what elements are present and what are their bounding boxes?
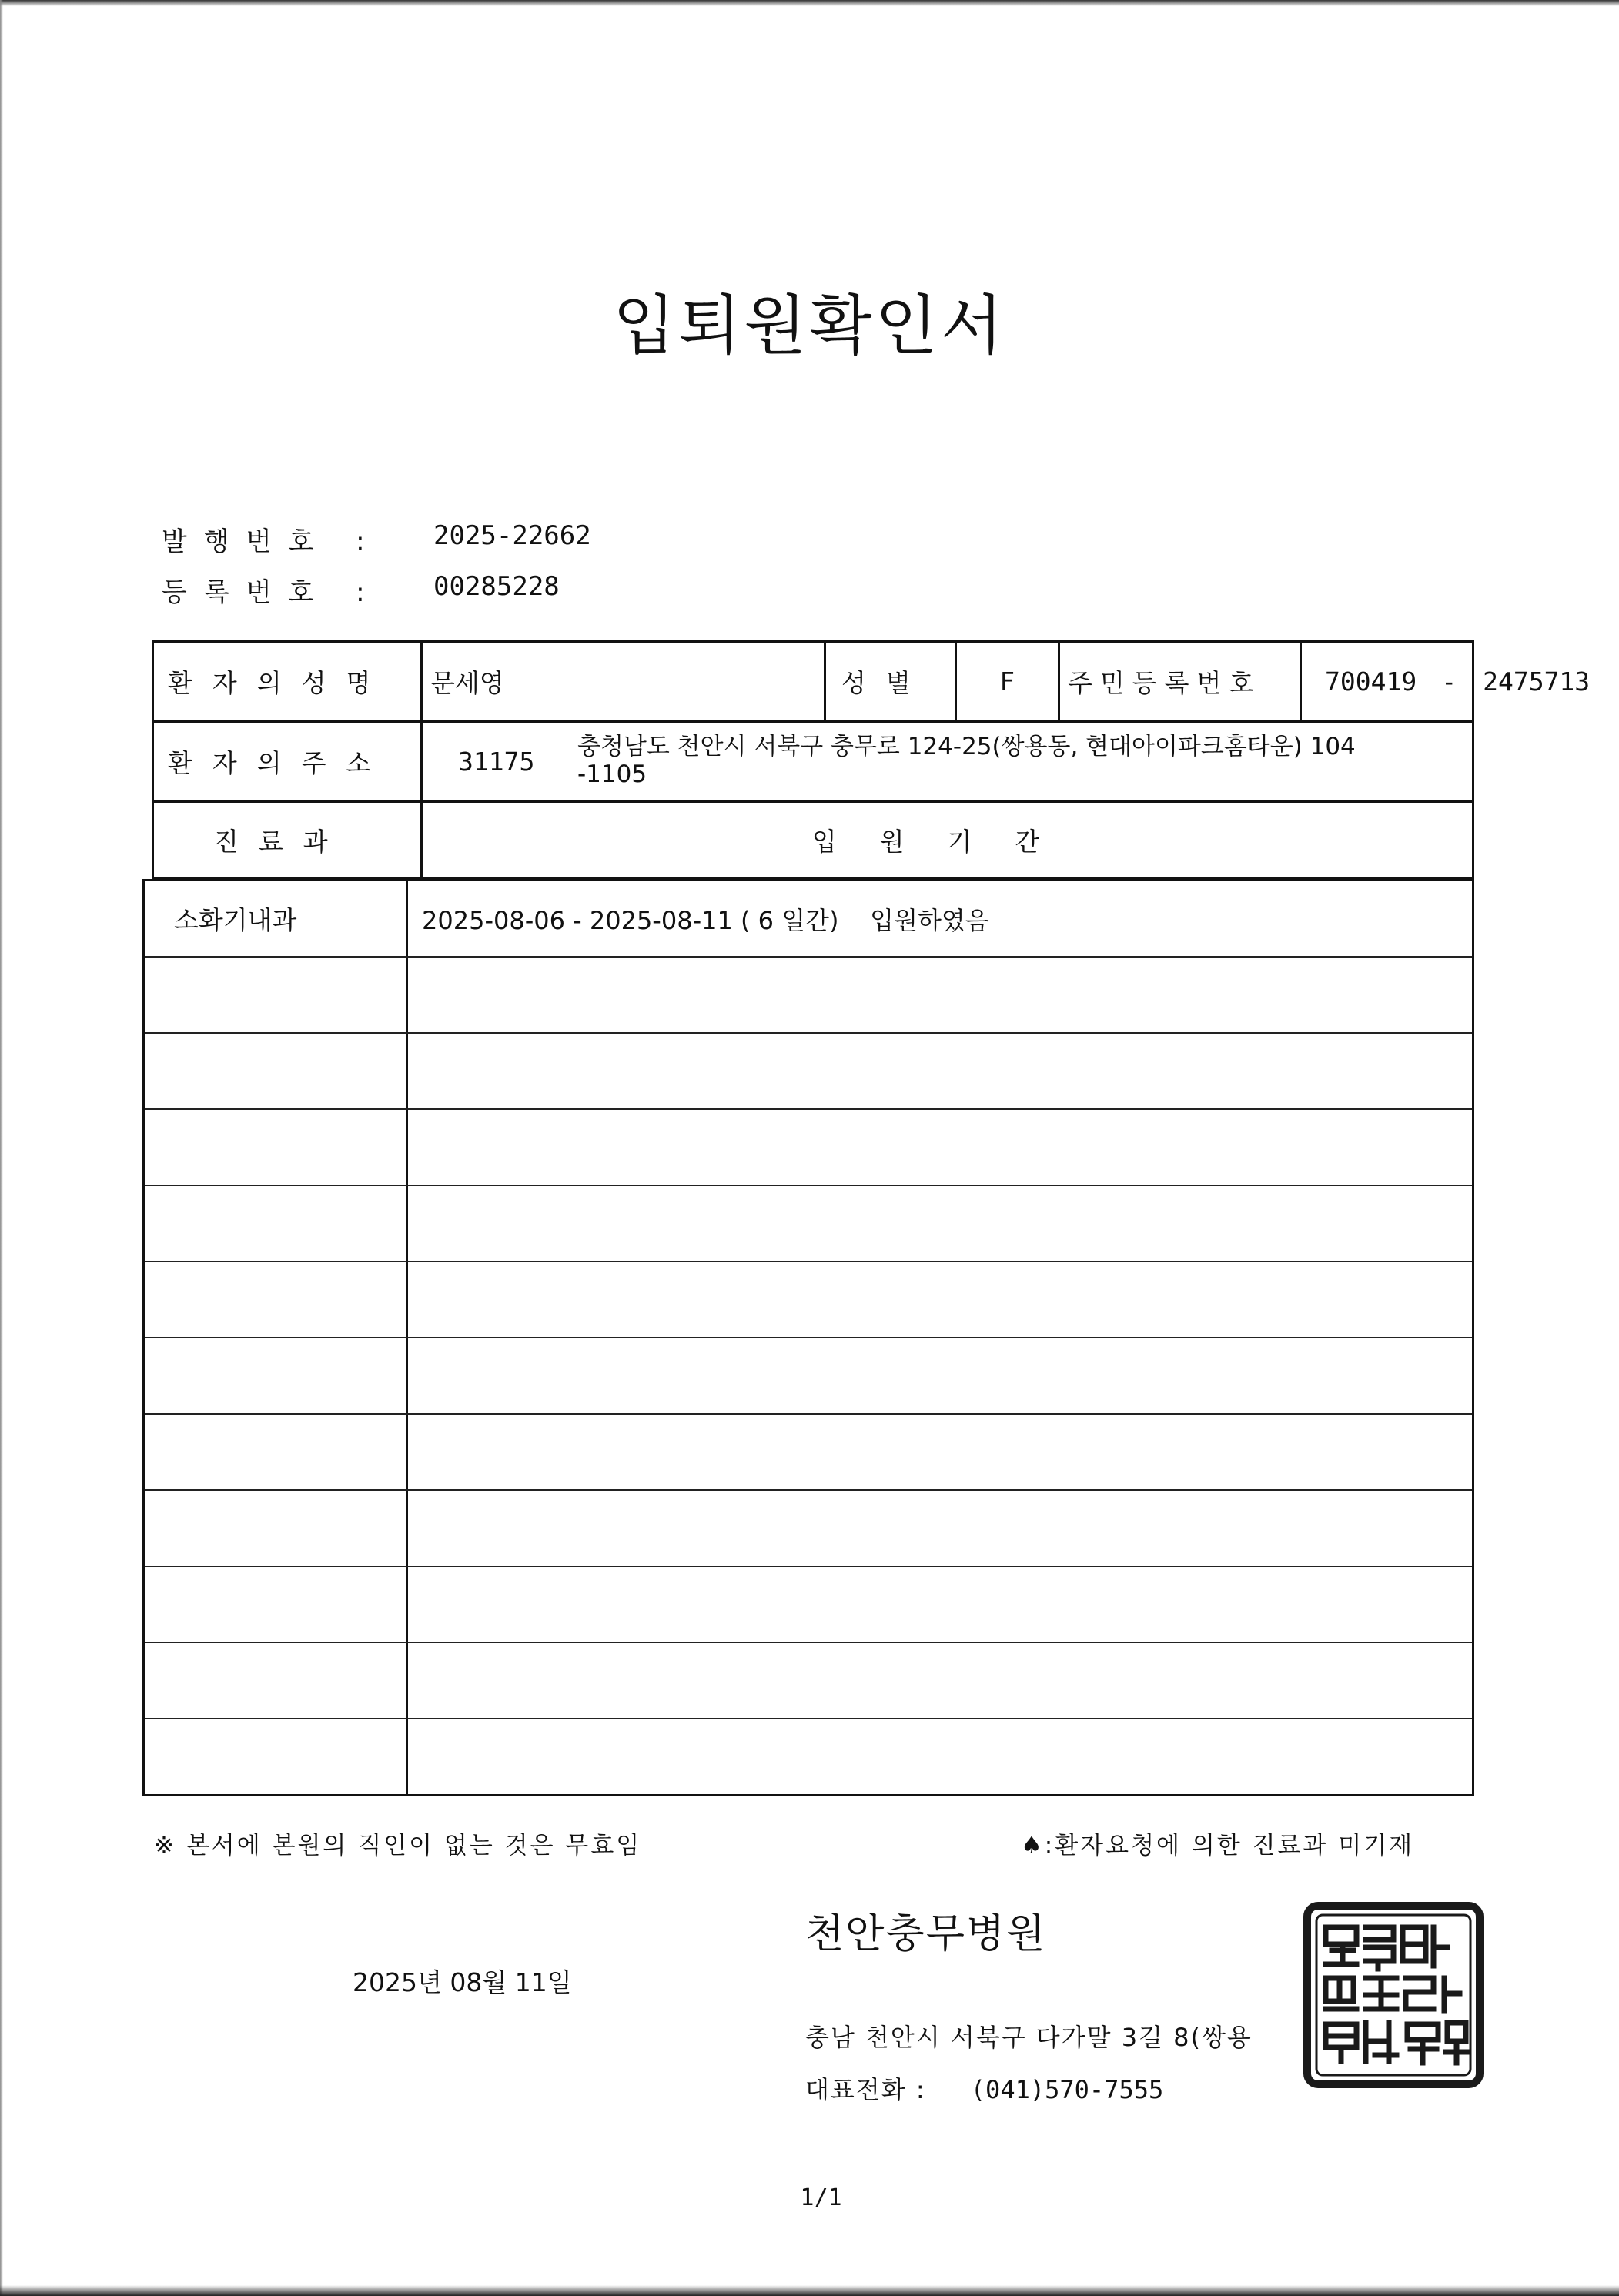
registration-number-value: 00285228: [433, 571, 560, 602]
postal-code: 31175: [458, 747, 535, 777]
department-cell: [145, 1415, 408, 1489]
admission-period-cell: [408, 1567, 1472, 1642]
issue-number-row: [162, 520, 591, 558]
patient-rrn: [1300, 643, 1591, 720]
hospital-official-seal: [1301, 1901, 1486, 2090]
patient-name-row: [154, 643, 1591, 723]
department-cell: [145, 1262, 408, 1337]
admission-period-cell: [408, 1186, 1472, 1261]
sex-label: 성별: [824, 643, 955, 720]
issue-date: 2025년 08월 11일: [353, 1967, 572, 1997]
admission-period-cell: [408, 958, 1472, 1032]
table-row: [145, 1262, 1472, 1338]
department-cell: [145, 1643, 408, 1718]
address-line-2: -1105: [577, 760, 647, 788]
department-omission-note: ♠:환자요청에 의한 진료과 미기재: [1021, 1832, 1415, 1860]
phone-number: (041)570-7555: [970, 2075, 1164, 2104]
patient-address: [420, 723, 1472, 800]
scan-edge-bottom: [0, 2285, 1619, 2296]
table-header-row: [154, 803, 1472, 877]
validity-note: ※ 본서에 본원의 직인이 없는 것은 무효임: [154, 1832, 642, 1860]
rrn-front: 700419: [1325, 667, 1417, 697]
table-row: [145, 1110, 1472, 1186]
department-cell: [145, 1719, 408, 1796]
department-cell: [145, 1338, 408, 1413]
registration-number-label: 등록번호 :: [162, 577, 382, 608]
table-row: [145, 958, 1472, 1034]
hospital-name: 천안충무병원: [805, 1911, 1047, 1957]
department-cell: 소화기내과: [145, 881, 408, 956]
phone-label: 대표전화 :: [805, 2075, 926, 2104]
table-row: [145, 1186, 1472, 1262]
document-title: 입퇴원확인서: [613, 288, 1006, 364]
patient-sex: F: [955, 643, 1058, 720]
admission-period-cell: [408, 1110, 1472, 1185]
patient-address-row: [154, 723, 1472, 803]
table-row: [145, 881, 1472, 958]
department-cell: [145, 1567, 408, 1642]
admission-period-cell: [408, 1643, 1472, 1718]
patient-name: 문세영: [420, 643, 824, 720]
table-row: [145, 1643, 1472, 1719]
admission-period-cell: [408, 1262, 1472, 1337]
hospital-phone-row: [805, 2070, 1163, 2106]
address-label: 환자의주소: [168, 748, 391, 778]
department-cell: [145, 1186, 408, 1261]
rrn-back: 2475713: [1483, 667, 1591, 697]
department-cell: [145, 1491, 408, 1566]
admission-period-cell: 2025-08-06 - 2025-08-11 ( 6 일간) 입원하였음: [422, 905, 989, 935]
admission-period-cell: [408, 1719, 1472, 1796]
admission-period-cell: [408, 1338, 1472, 1413]
department-header: 진료과: [214, 826, 348, 857]
rrn-dash: -: [1441, 667, 1457, 697]
table-row: [145, 1719, 1472, 1796]
table-row: [145, 1491, 1472, 1567]
admission-records-table: [142, 879, 1474, 1796]
page-number: 1/1: [800, 2184, 842, 2211]
period-header: 입원기간: [420, 803, 1472, 877]
table-row: [145, 1567, 1472, 1643]
department-cell: [145, 1110, 408, 1185]
table-row: [145, 1338, 1472, 1415]
admission-period-cell: [408, 1491, 1472, 1566]
issue-number-value: 2025-22662: [433, 520, 591, 551]
registration-number-row: [162, 571, 560, 609]
address-lines: [577, 733, 1356, 788]
scan-edge-top: [0, 0, 1619, 6]
hospital-address: 충남 천안시 서북구 다가말 3길 8(쌍용: [805, 2023, 1253, 2052]
admission-period-cell: [408, 1034, 1472, 1108]
department-cell: [145, 1034, 408, 1108]
table-row: [145, 1415, 1472, 1491]
name-label: 환자의성명: [168, 668, 391, 698]
department-cell: [145, 958, 408, 1032]
patient-info-table: [152, 640, 1591, 879]
table-row: [145, 1034, 1472, 1110]
admission-period-cell: [408, 1415, 1472, 1489]
issue-number-label: 발행번호 :: [162, 526, 382, 557]
address-line-1: 충청남도 천안시 서북구 충무로 124-25(쌍용동, 현대아이파크홈타운) 104: [577, 732, 1356, 760]
rrn-label: 주민등록번호: [1058, 643, 1300, 720]
